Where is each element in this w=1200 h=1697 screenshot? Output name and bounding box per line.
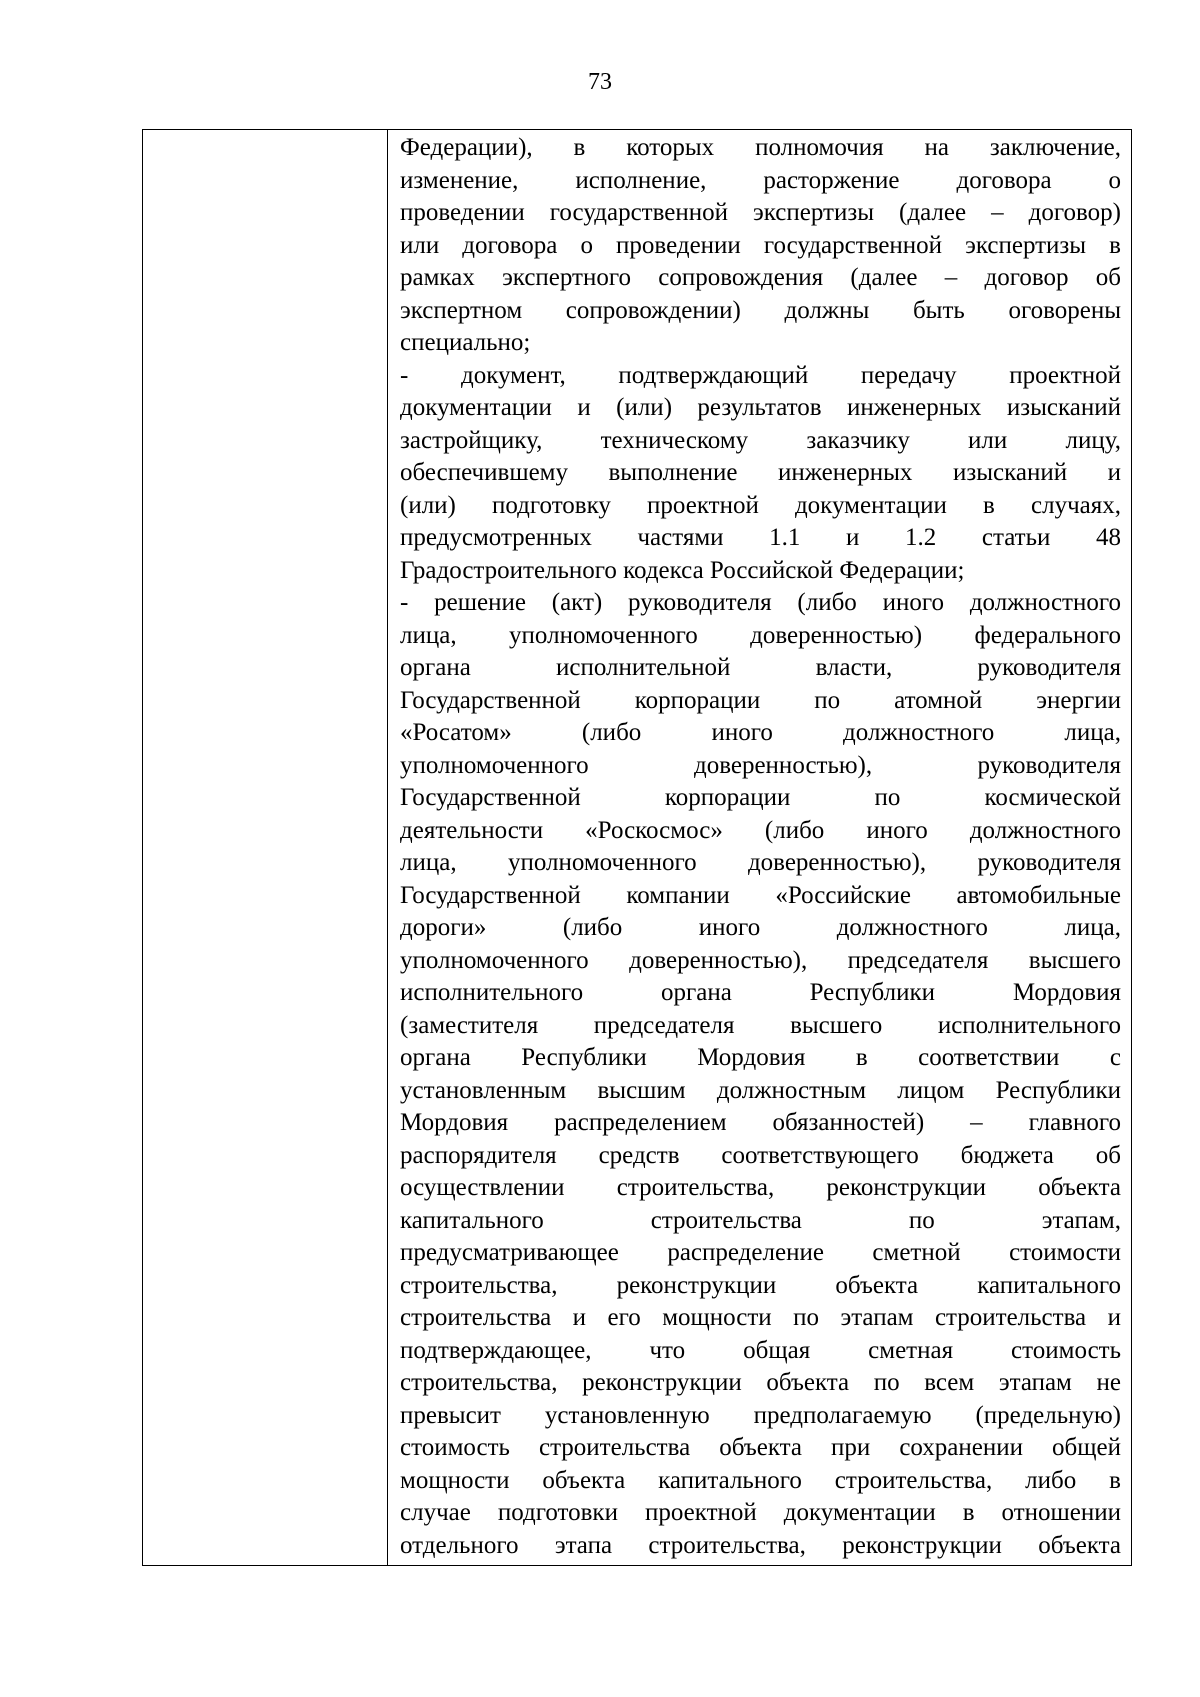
text-line: капитального строительства по этапам, [400, 1206, 1121, 1234]
text-line: рамках экспертного сопровождения (далее – договор об [400, 264, 1121, 291]
text-line: стоимость строительства объекта при сохранении общей [400, 1434, 1121, 1461]
text-line: деятельности «Роскосмос» (либо иного должностного [400, 816, 1121, 844]
text-line: специально; [400, 329, 531, 356]
text-line: Государственной компании «Российские автомобильные [400, 881, 1121, 909]
text-line: Федерации), в которых полномочия на заключение, [400, 134, 1121, 161]
table-left-cell [143, 130, 388, 1565]
text-line: мощности объекта капитального строительства, либо в [400, 1466, 1121, 1494]
text-line: застройщику, техническому заказчику или лицу, [400, 426, 1121, 454]
text-line: (или) подготовку проектной документации в случаях, [400, 491, 1121, 519]
text-line: предусматривающее распределение сметной стоимости [400, 1239, 1121, 1266]
document-table [142, 129, 1132, 1566]
text-line: лица, уполномоченного доверенностью), руководителя [400, 849, 1121, 876]
text-line: проведении государственной экспертизы (далее – договор) [400, 199, 1121, 226]
text-line: Государственной корпорации по космической [400, 784, 1121, 811]
text-line: строительства, реконструкции объекта капитального [400, 1271, 1121, 1299]
text-line: Мордовия распределением обязанностей) – главного [400, 1109, 1121, 1136]
text-line: превысит установленную предполагаемую (предельную) [400, 1401, 1121, 1429]
text-line: «Росатом» (либо иного должностного лица, [400, 719, 1121, 746]
text-line: строительства и его мощности по этапам строительства и [400, 1304, 1121, 1331]
text-line: изменение, исполнение, расторжение договора о [400, 166, 1121, 194]
text-line: органа Республики Мордовия в соответствии с [400, 1044, 1121, 1071]
text-line: экспертном сопровождении) должны быть оговорены [400, 296, 1121, 324]
text-line: обеспечившему выполнение инженерных изысканий и [400, 459, 1121, 486]
text-line: уполномоченного доверенностью), руководителя [400, 751, 1121, 779]
text-line: дороги» (либо иного должностного лица, [400, 914, 1121, 941]
text-line: отдельного этапа строительства, реконструкции объекта [400, 1531, 1121, 1559]
text-line: случае подготовки проектной документации в отношении [400, 1499, 1121, 1526]
text-line: (заместителя председателя высшего исполнительного [400, 1011, 1121, 1039]
text-line: лица, уполномоченного доверенностью) федерального [400, 621, 1121, 649]
text-line: строительства, реконструкции объекта по всем этапам не [400, 1369, 1121, 1396]
text-line: Государственной корпорации по атомной энергии [400, 686, 1121, 714]
text-line: установленным высшим должностным лицом Республики [400, 1076, 1121, 1104]
text-line: или договора о проведении государственной экспертизы в [400, 231, 1121, 259]
text-line: - документ, подтверждающий передачу проектной [400, 361, 1121, 389]
text-line: предусмотренных частями 1.1 и 1.2 статьи 48 [400, 524, 1121, 551]
text-line: распорядителя средств соответствующего бюджета об [400, 1141, 1121, 1169]
table-right-cell [388, 130, 1131, 1565]
text-line: - решение (акт) руководителя (либо иного должностного [400, 589, 1121, 616]
text-line: осуществлении строительства, реконструкции объекта [400, 1174, 1121, 1201]
page-number: 73 [588, 69, 612, 95]
text-line: уполномоченного доверенностью), председателя высшего [400, 946, 1121, 974]
text-line: документации и (или) результатов инженерных изысканий [400, 394, 1121, 421]
text-line: Градостроительного кодекса Российской Федерации; [400, 556, 965, 584]
text-line: органа исполнительной власти, руководителя [400, 654, 1121, 681]
text-line: исполнительного органа Республики Мордовия [400, 979, 1121, 1006]
text-line: подтверждающее, что общая сметная стоимость [400, 1336, 1121, 1364]
